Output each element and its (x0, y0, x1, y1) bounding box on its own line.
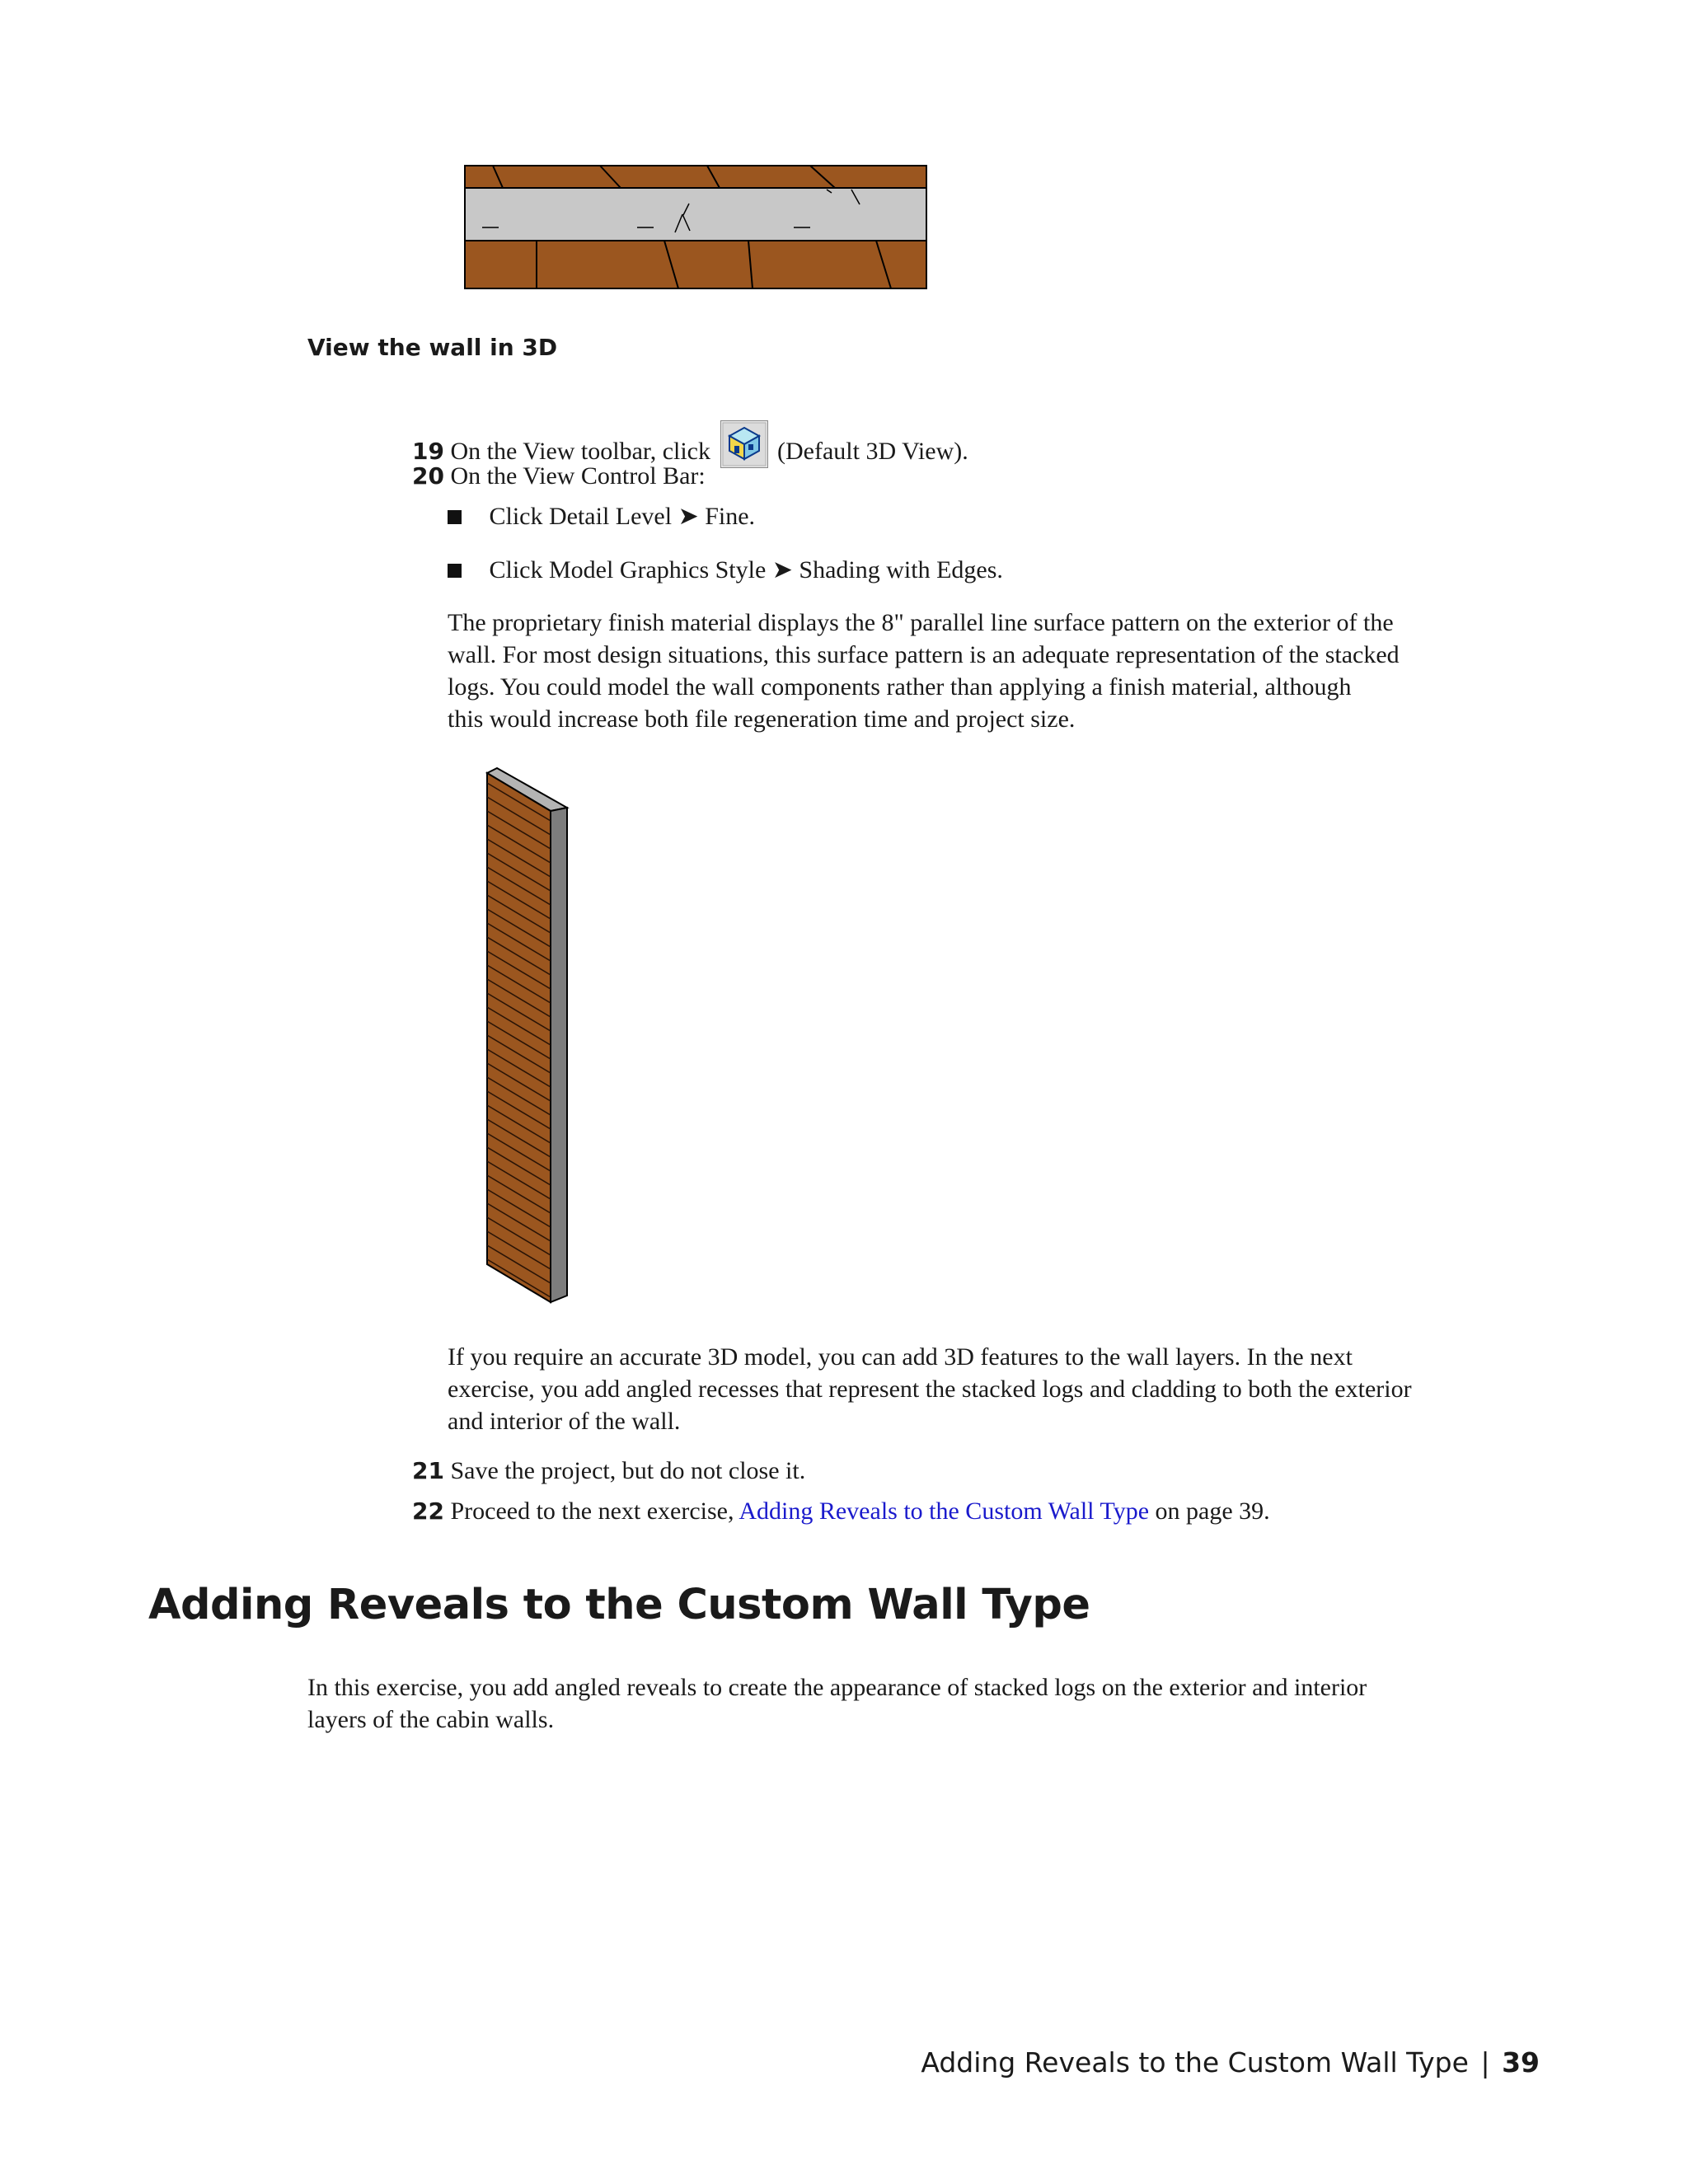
section-heading: View the wall in 3D (307, 334, 558, 361)
step-text: On the View Control Bar: (450, 462, 706, 490)
bullet-text: Click Detail Level ➤ Fine. (489, 503, 756, 530)
footer-separator: | (1480, 2046, 1490, 2079)
step-text: Save the project, but do not close it. (450, 1457, 806, 1484)
paragraph (448, 607, 1400, 735)
footer-title: Adding Reveals to the Custom Wall Type (921, 2046, 1469, 2079)
exterior-wood-layer (465, 166, 926, 188)
bullet-item (448, 554, 1003, 586)
step-22 (412, 1495, 1270, 1527)
step-number: 19 (412, 438, 444, 465)
paragraph-line: this would increase both file regeneration time and project size. (448, 705, 1076, 733)
main-heading: Adding Reveals to the Custom Wall Type (148, 1581, 1090, 1629)
paragraph-line: layers of the cabin walls. (307, 1706, 555, 1733)
step-number: 20 (412, 462, 444, 490)
step-text: Proceed to the next exercise, (450, 1497, 734, 1525)
wall-side-face (551, 808, 567, 1302)
step-text-after: on page 39. (1155, 1497, 1270, 1525)
interior-wood-layer (465, 241, 926, 288)
paragraph-line: If you require an accurate 3D model, you can add 3D features to the wall layers. In the next (448, 1343, 1353, 1371)
intro-paragraph (307, 1671, 1367, 1736)
default-3d-view-icon[interactable] (720, 420, 768, 468)
next-exercise-link[interactable]: Adding Reveals to the Custom Wall Type (738, 1497, 1150, 1525)
page-number: 39 (1502, 2046, 1540, 2079)
wall-section-figure (464, 165, 927, 289)
bullet-square-icon (448, 564, 462, 578)
step-text: On the View toolbar, click (450, 438, 710, 465)
bullet-square-icon (448, 510, 462, 524)
step-number: 22 (412, 1497, 444, 1525)
paragraph-line: exercise, you add angled recesses that represent the stacked logs and cladding to both the exterior (448, 1376, 1412, 1403)
step-text-after: (Default 3D View). (777, 438, 968, 465)
bullet-text: Click Model Graphics Style ➤ Shading with Edges. (489, 556, 1003, 583)
page-footer (921, 2046, 1540, 2079)
paragraph-line: wall. For most design situations, this surface pattern is an adequate representation of the stacked (448, 641, 1400, 668)
step-number: 21 (412, 1457, 444, 1484)
paragraph-line: logs. You could model the wall components rather than applying a finish material, although (448, 673, 1352, 701)
bullet-item (448, 500, 755, 532)
step-21 (412, 1455, 805, 1487)
paragraph (448, 1341, 1412, 1437)
paragraph-line: and interior of the wall. (448, 1408, 681, 1435)
paragraph-line: The proprietary finish material displays the 8" parallel line surface pattern on the exterior of the (448, 609, 1394, 636)
wall-3d-figure (482, 766, 573, 1306)
core-layer (465, 188, 926, 241)
step-20 (412, 460, 706, 492)
paragraph-line: In this exercise, you add angled reveals to create the appearance of stacked logs on the exterior and interior (307, 1674, 1367, 1701)
wood-pattern-line (487, 1301, 551, 1306)
